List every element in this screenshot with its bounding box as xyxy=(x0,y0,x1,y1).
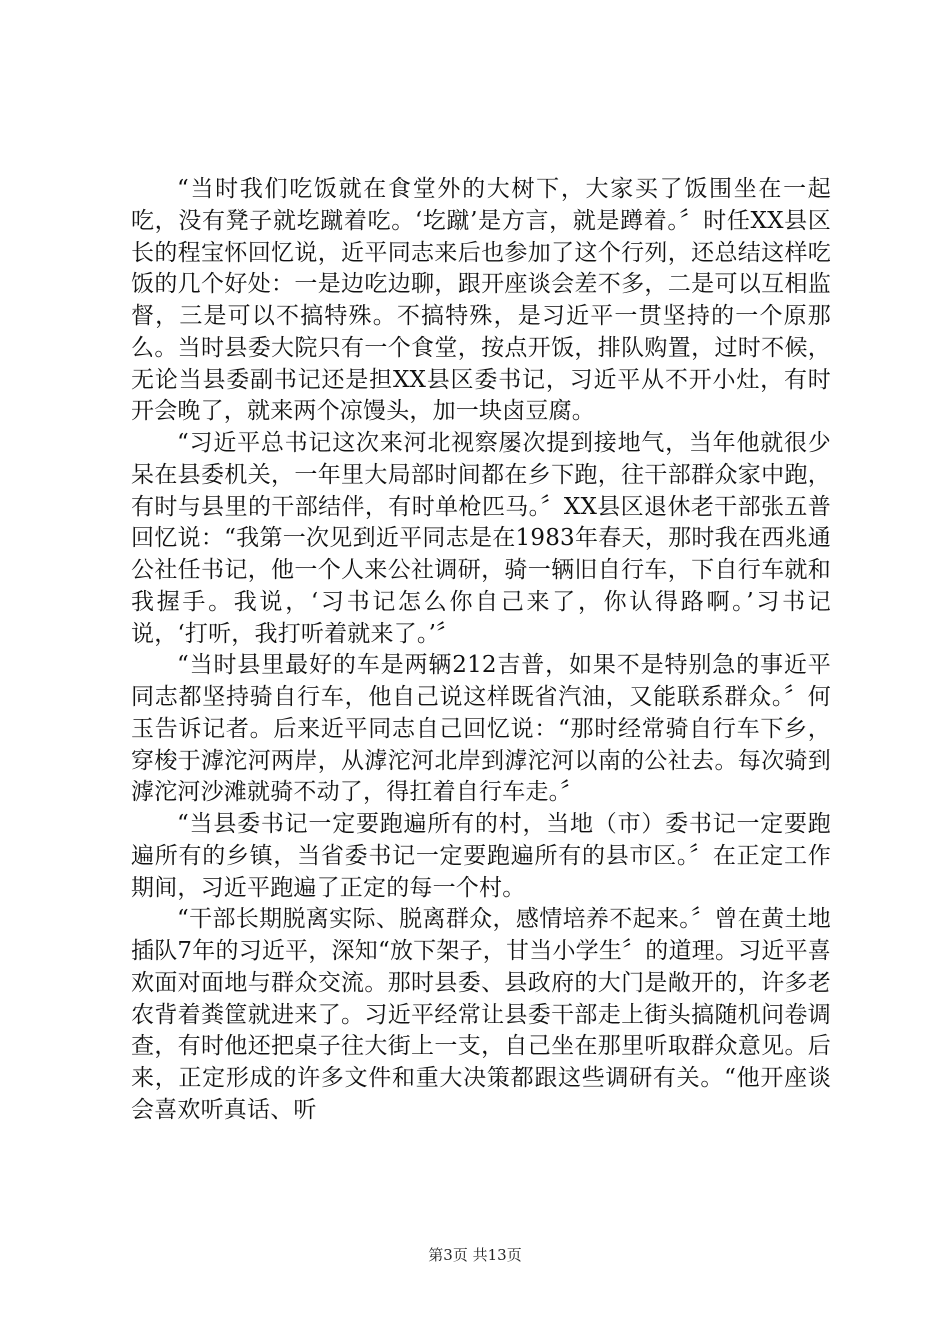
paragraph-2: “习近平总书记这次来河北视察屡次提到接地气，当年他就很少呆在县委机关，一年里大局部时间都在乡下跑，往干部群众家中跑，有时与县里的干部结伴，有时单枪匹马。〞XX县区退休老干部张五普回忆说：“我第一次见到近平同志是在1983年春天，那时我在西兆通公社任书记，他一个人来公社调研，骑一辆旧自行车，下自行车就和我握手。我说，‘习书记怎么你自己来了，你认得路啊。’习书记说，‘打听，我打听着就来了。’〞 xyxy=(131,430,831,647)
paragraph-1: “当时我们吃饭就在食堂外的大树下，大家买了饭围坐在一起吃，没有凳子就圪蹴着吃。‘圪蹴’是方言，就是蹲着。〞时任XX县区长的程宝怀回忆说，近平同志来后也参加了这个行列，还总结这样吃饭的几个好处：一是边吃边聊，跟开座谈会差不多，二是可以互相监督，三是可以不搞特殊。不搞特殊，是习近平一贯坚持的一个原那么。当时县委大院只有一个食堂，按点开饭，排队购置，过时不候，无论当县委副书记还是担XX县区委书记，习近平从不开小灶，有时开会晚了，就来两个凉馒头，加一块卤豆腐。 xyxy=(131,176,831,425)
page-footer: 第3页 共13页 xyxy=(428,1246,522,1264)
article-body xyxy=(131,174,831,1127)
paragraph-4: “当县委书记一定要跑遍所有的村，当地（市）委书记一定要跑遍所有的乡镇，当省委书记一定要跑遍所有的县市区。〞在正定工作期间，习近平跑遍了正定的每一个村。 xyxy=(131,811,831,901)
paragraph-5: “干部长期脱离实际、脱离群众，感情培养不起来。〞曾在黄土地插队7年的习近平，深知“放下架子，甘当小学生〞的道理。习近平喜欢面对面地与群众交流。那时县委、县政府的大门是敞开的，许多老农背着粪筐就进来了。习近平经常让县委干部走上街头搞随机问卷调查，有时他还把桌子往大街上一支，自己坐在那里听取群众意见。后来，正定形成的许多文件和重大决策都跟这些调研有关。“他开座谈会喜欢听真话、听 xyxy=(131,906,831,1123)
paragraph-3: “当时县里最好的车是两辆212吉普，如果不是特别急的事近平同志都坚持骑自行车，他自己说这样既省汽油，又能联系群众。〞何玉告诉记者。后来近平同志自己回忆说：“那时经常骑自行车下乡，穿梭于滹沱河两岸，从滹沱河北岸到滹沱河以南的公社去。每次骑到滹沱河沙滩就骑不动了，得扛着自行车走。〞 xyxy=(131,652,831,806)
